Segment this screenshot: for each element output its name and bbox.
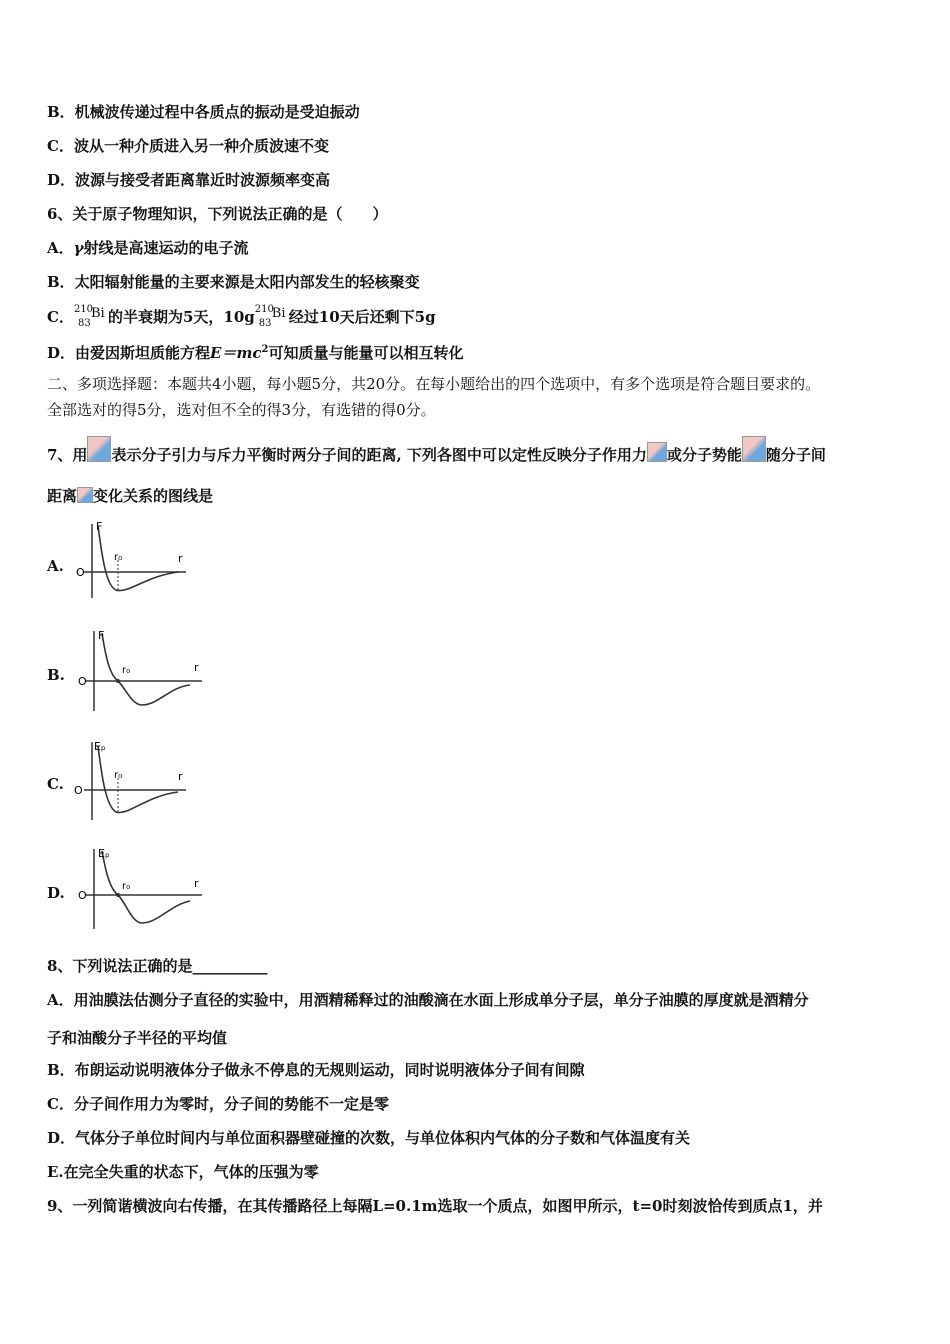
q7-option-c-label: C. — [47, 775, 64, 793]
q9-stem: 9、一列简谐横波向右传播，在其传播路径上每隔L=0.1m选取一个质点，如图甲所示，t=0时刻波恰传到质点1，并 — [47, 1197, 823, 1215]
r0-point — [116, 679, 120, 683]
gamma-symbol: γ — [73, 239, 84, 257]
origin-label: O — [74, 784, 83, 797]
q6-stem: 6、关于原子物理知识，下列说法正确的是（ ） — [47, 205, 388, 223]
q7-option-a-graph — [66, 516, 196, 604]
q7-stem-1 — [47, 436, 826, 465]
r0-label: r₀ — [122, 881, 131, 892]
q6-option-b: B．太阳辐射能量的主要来源是太阳内部发生的轻核聚变 — [47, 273, 420, 291]
q5-option-b: B．机械波传递过程中各质点的振动是受迫振动 — [47, 103, 360, 121]
q6d-post: 可知质量与能量可以相互转化 — [268, 344, 464, 362]
q8-stem: 8、下列说法正确的是__________ — [47, 957, 268, 975]
q7-option-c-graph — [66, 734, 196, 824]
q6a-prefix: A． — [47, 239, 74, 257]
q6d-prefix: D．由爱因斯坦质能方程 — [47, 344, 211, 362]
q7-text-3: 或分子势能 — [666, 446, 742, 464]
x-label: r — [194, 661, 199, 674]
nuclide-atomic: 83 — [77, 318, 91, 329]
q8-option-c: C．分子间作用力为零时，分子间的势能不一定是零 — [47, 1095, 389, 1113]
q7-option-a-label: A. — [47, 557, 64, 575]
nuclide-symbol: Bi — [90, 306, 105, 321]
q6c-post: 经过10天后还剩下5g — [288, 308, 436, 326]
q7-option-d-label: D. — [47, 884, 65, 902]
y-label: Eₚ — [98, 847, 110, 860]
q7-option-b-graph — [66, 625, 211, 715]
potential-curve — [98, 746, 178, 813]
r0-image-icon — [87, 436, 111, 462]
nuclide-atomic: 83 — [258, 318, 272, 329]
force-curve — [102, 633, 190, 705]
q6-option-a — [47, 238, 249, 258]
nuclide-bi210-2 — [254, 304, 289, 329]
x-label: r — [178, 770, 183, 783]
nuclide-mass: 210 — [73, 304, 94, 315]
origin-label: O — [78, 675, 87, 688]
origin-label: O — [76, 566, 85, 579]
q6-option-d — [47, 340, 463, 363]
q8-option-b: B．布朗运动说明液体分子做永不停息的无规则运动，同时说明液体分子间有间隙 — [47, 1061, 585, 1079]
q8-option-a-1: A．用油膜法估测分子直径的实验中，用酒精稀释过的油酸滴在水面上形成单分子层，单分子油膜的厚度就是酒精分 — [47, 991, 809, 1009]
nuclide-bi210 — [73, 304, 108, 329]
y-label: F — [96, 520, 103, 533]
mass-energy-eq: E＝mc — [210, 344, 262, 362]
section2-heading-1: 二、多项选择题：本题共4小题，每小题5分，共20分。在每小题给出的四个选项中，有多个选项是符合题目要求的。 — [47, 375, 821, 393]
q7-text-4: 随分子间 — [765, 446, 826, 464]
origin-label: O — [78, 889, 87, 902]
section2-heading-2: 全部选对的得5分，选对但不全的得3分，有选错的得0分。 — [47, 401, 436, 419]
q8-option-d: D．气体分子单位时间内与单位面积器壁碰撞的次数，与单位体积内气体的分子数和气体温度有关 — [47, 1129, 691, 1147]
y-label: Eₚ — [94, 740, 106, 753]
y-label: F — [98, 629, 105, 642]
q7-text-6: 变化关系的图线是 — [93, 487, 214, 505]
q7-option-d-graph — [66, 843, 211, 933]
q7-text-2: 表示分子引力与斥力平衡时两分子间的距离, 下列各图中可以定性反映分子作用力 — [111, 446, 647, 464]
r0-label: r₀ — [122, 665, 131, 676]
x-label: r — [194, 877, 199, 890]
q5-option-c: C．波从一种介质进入另一种介质波速不变 — [47, 137, 329, 155]
r-image-icon — [77, 487, 93, 503]
q7-stem-2 — [47, 486, 213, 506]
q8-option-e: E.在完全失重的状态下，气体的压强为零 — [47, 1163, 319, 1181]
q7-text-1: 7、用 — [47, 446, 88, 464]
r0-point — [116, 893, 120, 897]
q6-option-c — [47, 306, 436, 327]
eq-superscript: 2 — [261, 344, 269, 355]
q6c-mid: 的半衰期为5天，10g — [107, 308, 255, 326]
nuclide-mass: 210 — [254, 304, 274, 315]
x-label: r — [178, 552, 183, 565]
q5-option-d: D．波源与接受者距离靠近时波源频率变高 — [47, 171, 331, 189]
q6c-prefix: C． — [47, 308, 74, 326]
r0-label: r₀ — [114, 552, 123, 563]
force-image-icon — [647, 442, 667, 462]
q6a-text: 射线是高速运动的电子流 — [83, 239, 249, 257]
q7-option-b-label: B. — [47, 666, 65, 684]
nuclide-symbol: Bi — [271, 306, 286, 321]
potential-image-icon — [742, 436, 766, 462]
r0-label: r₀ — [114, 770, 123, 781]
potential-curve — [102, 851, 190, 923]
force-curve — [98, 526, 178, 591]
q7-text-5: 距离 — [47, 487, 78, 505]
q8-option-a-2: 子和油酸分子半径的平均值 — [47, 1029, 228, 1047]
